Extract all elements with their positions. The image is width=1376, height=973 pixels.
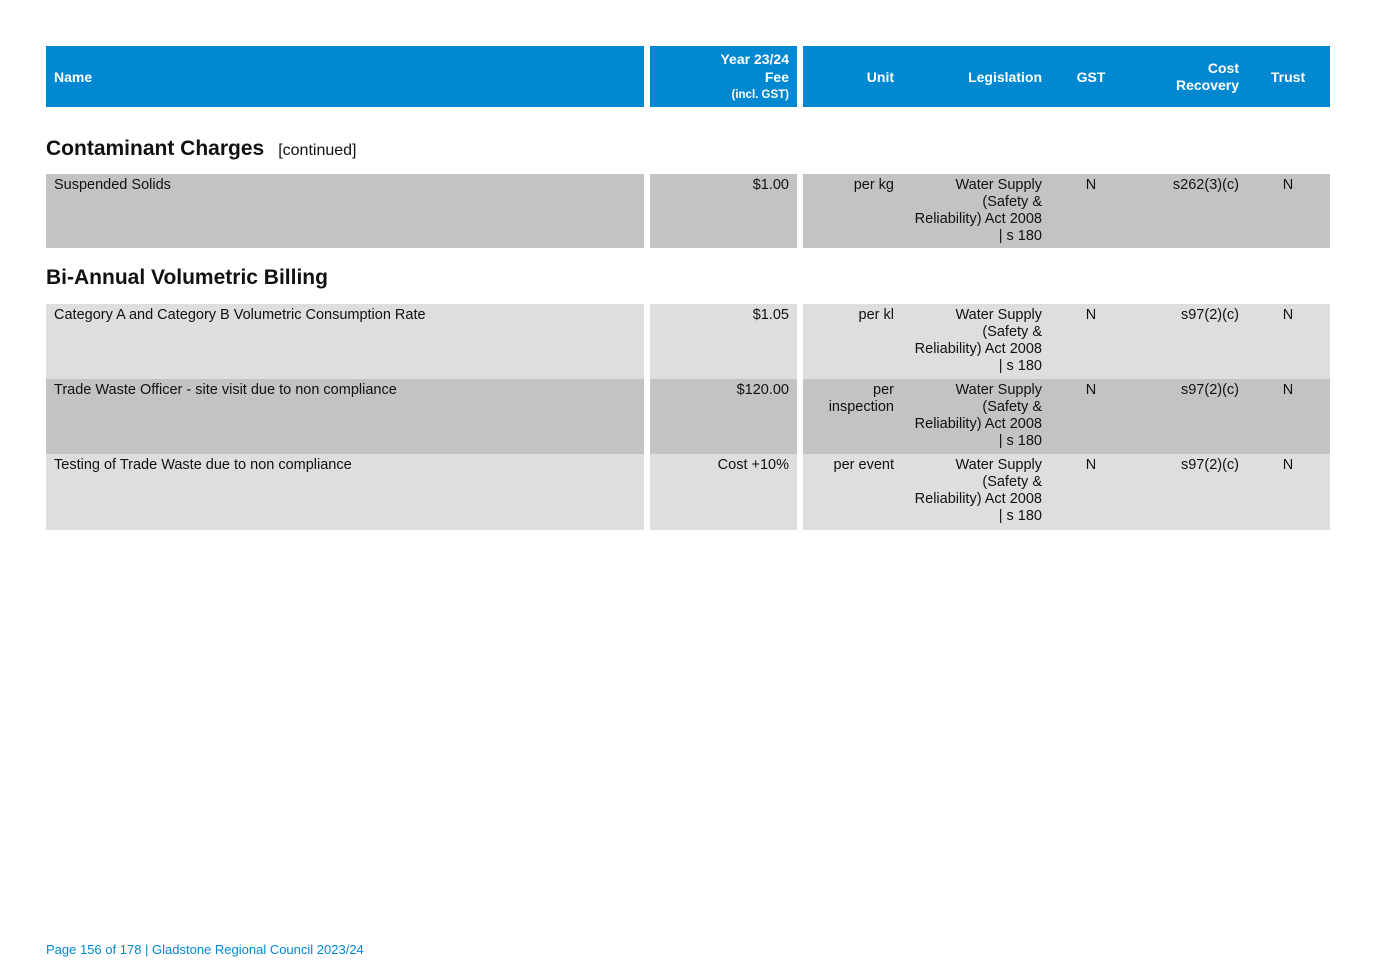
- header-trust: Trust: [1270, 68, 1306, 85]
- row-unit: per kl: [858, 307, 894, 323]
- legislation-line: | s 180: [998, 433, 1042, 449]
- unit-line: per: [873, 382, 894, 398]
- row-trust: N: [1282, 307, 1294, 323]
- header-gst: GST: [1076, 68, 1106, 85]
- row-cost-recovery: s97(2)(c): [1180, 307, 1239, 323]
- legislation-line: | s 180: [998, 228, 1042, 244]
- header-fee: [650, 46, 797, 107]
- table-row: [46, 379, 1330, 454]
- row-details: [803, 454, 1330, 530]
- row-legislation: [902, 382, 1042, 450]
- row-unit: [784, 382, 894, 416]
- section-title-text: Bi-Annual Volumetric Billing: [46, 266, 328, 289]
- legislation-line: (Safety &: [982, 324, 1042, 340]
- legislation-line: Water Supply: [955, 382, 1042, 398]
- legislation-line: Water Supply: [955, 177, 1042, 193]
- table-row: [46, 304, 1330, 379]
- row-legislation: [902, 457, 1042, 525]
- table-row: [46, 174, 1330, 248]
- row-gst: N: [1085, 457, 1097, 473]
- legislation-line: Reliability) Act 2008: [914, 416, 1042, 432]
- row-cost-recovery: s97(2)(c): [1180, 457, 1239, 473]
- legislation-line: (Safety &: [982, 474, 1042, 490]
- section-title-text: Contaminant Charges: [46, 137, 265, 160]
- header-fee-line2: Fee: [764, 68, 789, 85]
- row-fee: $1.00: [650, 174, 797, 248]
- row-unit: per kg: [853, 177, 894, 193]
- row-cost-recovery: s97(2)(c): [1180, 382, 1239, 398]
- row-cost-recovery: s262(3)(c): [1172, 177, 1239, 193]
- row-legislation: [902, 177, 1042, 245]
- row-name: Suspended Solids: [46, 174, 644, 248]
- legislation-line: (Safety &: [982, 194, 1042, 210]
- header-legislation: Legislation: [968, 68, 1042, 85]
- table-header: [46, 46, 1330, 107]
- section-title: [46, 137, 356, 161]
- unit-line: inspection: [828, 399, 894, 415]
- row-name: Testing of Trade Waste due to non compliance: [46, 454, 644, 530]
- row-name: Category A and Category B Volumetric Consumption Rate: [46, 304, 644, 379]
- row-fee: $1.05: [650, 304, 797, 379]
- header-fee-line3: (incl. GST): [731, 88, 789, 101]
- header-cost-recovery: [1176, 60, 1239, 94]
- header-name-label: Name: [54, 68, 93, 85]
- row-details: [803, 379, 1330, 454]
- header-name: [46, 46, 644, 107]
- row-gst: N: [1085, 307, 1097, 323]
- table-row: [46, 454, 1330, 530]
- row-details: [803, 174, 1330, 248]
- section-title: [46, 266, 328, 290]
- row-fee: $120.00: [650, 379, 797, 454]
- row-legislation: [902, 307, 1042, 375]
- row-details: [803, 304, 1330, 379]
- legislation-line: Water Supply: [955, 307, 1042, 323]
- section-continued-label: [continued]: [278, 142, 357, 159]
- row-fee: Cost +10%: [650, 454, 797, 530]
- row-name: Trade Waste Officer - site visit due to non compliance: [46, 379, 644, 454]
- page-footer: Page 156 of 178 | Gladstone Regional Council 2023/24: [46, 942, 364, 957]
- legislation-line: Reliability) Act 2008: [914, 211, 1042, 227]
- legislation-line: | s 180: [998, 358, 1042, 374]
- row-gst: N: [1085, 177, 1097, 193]
- header-unit: Unit: [866, 68, 894, 85]
- legislation-line: | s 180: [998, 508, 1042, 524]
- header-cost-line1: Cost: [1207, 59, 1239, 76]
- row-trust: N: [1282, 382, 1294, 398]
- row-trust: N: [1282, 457, 1294, 473]
- legislation-line: Reliability) Act 2008: [914, 341, 1042, 357]
- legislation-line: (Safety &: [982, 399, 1042, 415]
- row-unit: per event: [833, 457, 894, 473]
- legislation-line: Water Supply: [955, 457, 1042, 473]
- header-cost-line2: Recovery: [1175, 76, 1239, 93]
- legislation-line: Reliability) Act 2008: [914, 491, 1042, 507]
- header-fee-line1: Year 23/24: [720, 50, 789, 67]
- row-trust: N: [1282, 177, 1294, 193]
- header-details: [803, 46, 1330, 107]
- row-gst: N: [1085, 382, 1097, 398]
